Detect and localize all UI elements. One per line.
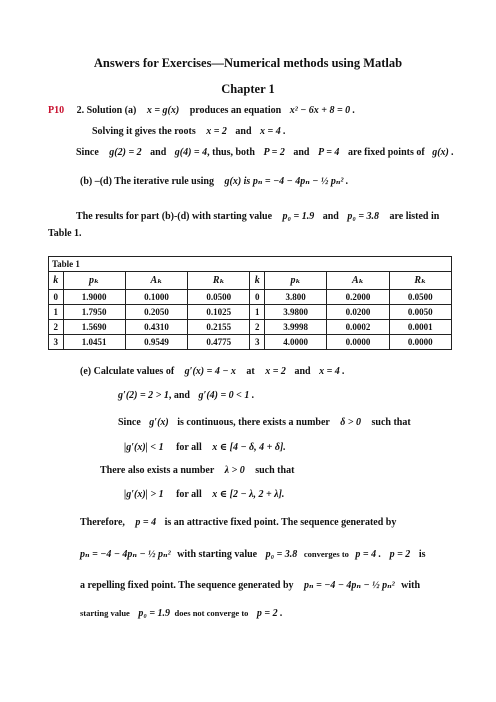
table-cell: 0.0001 xyxy=(389,320,451,335)
not-converge-text: does not converge to xyxy=(174,608,249,618)
gx-text: g(x) . xyxy=(432,147,454,158)
lambda-condition: λ > 0 xyxy=(224,465,245,476)
table-cell: 2 xyxy=(250,320,265,335)
table-cell: 0.2050 xyxy=(125,305,187,320)
part-e-line xyxy=(80,366,345,377)
forall-text-2: for all xyxy=(176,489,202,500)
and-text-2: and xyxy=(150,147,167,158)
and-text-4: and xyxy=(322,211,339,222)
chapter-heading: Chapter 1 xyxy=(221,82,275,96)
repelling-line xyxy=(80,580,420,591)
interval-1: x ∈ [4 − δ, 4 + δ]. xyxy=(212,442,286,453)
and-text: and xyxy=(235,126,252,137)
table-cell: 0 xyxy=(250,290,265,305)
table-header-cell: k xyxy=(250,272,265,290)
x-equals-2: x = 2 xyxy=(265,366,286,377)
p0-3-8-b: p₀ = 3.8 xyxy=(265,549,298,560)
inequality-2-line xyxy=(124,489,284,500)
with-start-text: with starting value xyxy=(177,549,258,560)
is-text: is xyxy=(418,549,426,560)
table-ref: Table 1. xyxy=(48,228,82,239)
derivative-values-line xyxy=(118,390,254,401)
also-text: There also exists a number xyxy=(100,465,215,476)
table-cell: 1.0451 xyxy=(63,335,125,350)
iterative-rule-line xyxy=(80,176,348,187)
table-row xyxy=(49,290,452,305)
part-e-lead: (e) Calculate values of xyxy=(80,366,175,377)
p-equals-2-c: p = 2 . xyxy=(256,608,283,619)
part-a-lead: 2. Solution (a) xyxy=(76,105,137,116)
eq-quadratic: x² − 6x + 8 = 0 . xyxy=(289,105,356,116)
table-row xyxy=(49,335,452,350)
at-text: at xyxy=(246,366,255,377)
part-b-lead: (b) –(d) The iterative rule using xyxy=(80,176,214,187)
g4-value: g(4) = 4 xyxy=(174,147,208,158)
and-text-6: , and xyxy=(168,390,190,401)
and-text-3: and xyxy=(293,147,310,158)
gprime-4: g′(4) = 0 < 1 . xyxy=(198,390,255,401)
table-cell: 0.4310 xyxy=(125,320,187,335)
table-cell: 0.1000 xyxy=(125,290,187,305)
p0-1-9: p₀ = 1.9 xyxy=(282,211,315,222)
therefore-text: Therefore, xyxy=(80,517,125,528)
table-header-row xyxy=(49,272,452,290)
p-equals-4-c: p = 4 . xyxy=(355,549,382,560)
sequence-eq: pₙ = −4 − 4pₙ − ½ pₙ² xyxy=(80,549,171,560)
table-cell: 0.4775 xyxy=(188,335,250,350)
results-table xyxy=(48,256,452,350)
lambda-line xyxy=(100,465,294,476)
table-cell: 1.5690 xyxy=(63,320,125,335)
table-caption: Table 1 xyxy=(49,257,452,272)
since-text: Since xyxy=(76,147,99,158)
results-line xyxy=(48,211,452,222)
root-2: x = 4 . xyxy=(260,126,286,137)
converges-text: converges to xyxy=(303,549,349,559)
roots-line xyxy=(92,126,286,137)
x-equals-4: x = 4 . xyxy=(319,366,345,377)
table-cell: 0.2000 xyxy=(327,290,389,305)
starting-value-text: starting value xyxy=(80,608,130,618)
table-cell: 0.0002 xyxy=(327,320,389,335)
inequality-1-line xyxy=(124,442,286,453)
listed-text: are listed in xyxy=(389,211,440,222)
table-header-cell: k xyxy=(49,272,64,290)
inequality-1: |g′(x)| < 1 xyxy=(124,442,164,453)
table-cell: 0 xyxy=(49,290,64,305)
gprime-x: g′(x) xyxy=(149,417,169,428)
problem-label: P10 xyxy=(48,105,65,116)
such-that-text-2: such that xyxy=(255,465,295,476)
interval-2: x ∈ [2 − λ, 2 + λ]. xyxy=(212,489,285,500)
g2-value: g(2) = 2 xyxy=(109,147,142,158)
since-text-2: Since xyxy=(118,417,141,428)
thus-text: , thus, both xyxy=(207,147,255,158)
table-header-cell: Aₖ xyxy=(125,272,187,290)
continuity-line xyxy=(118,417,411,428)
root-1: x = 2 xyxy=(206,126,227,137)
table-cell: 0.0200 xyxy=(327,305,389,320)
attractive-text: is an attractive fixed point. The sequence generated by xyxy=(164,517,397,528)
table-cell: 0.0500 xyxy=(188,290,250,305)
sequence-eq-2: pₙ = −4 − 4pₙ − ½ pₙ² xyxy=(304,580,395,591)
solving-text: Solving it gives the roots xyxy=(92,126,196,137)
gprime-2: g′(2) = 2 > 1 xyxy=(118,390,169,401)
therefore-line xyxy=(80,517,396,528)
table-cell: 1 xyxy=(250,305,265,320)
table-header-cell: Aₖ xyxy=(327,272,389,290)
p-equals-4-attractive: p = 4 xyxy=(135,517,157,528)
table-cell: 3.9800 xyxy=(264,305,326,320)
table-row xyxy=(49,305,452,320)
table-cell: 1.7950 xyxy=(63,305,125,320)
table-cell: 3 xyxy=(49,335,64,350)
table-header-cell: pₖ xyxy=(264,272,326,290)
table-cell: 3.9998 xyxy=(264,320,326,335)
table-cell: 1.9000 xyxy=(63,290,125,305)
p-equals-2: P = 2 xyxy=(263,147,285,158)
continuous-text: is continuous, there exists a number xyxy=(177,417,330,428)
table-row xyxy=(49,320,452,335)
p0-3-8: p₀ = 3.8 xyxy=(347,211,380,222)
table-cell: 3 xyxy=(250,335,265,350)
table-cell: 3.800 xyxy=(264,290,326,305)
table-cell: 0.9549 xyxy=(125,335,187,350)
eq-x-equals-gx: x = g(x) xyxy=(146,105,180,116)
fixed-points-line xyxy=(76,147,454,158)
p0-1-9-b: p₀ = 1.9 xyxy=(138,608,171,619)
and-text-5: and xyxy=(294,366,311,377)
table-header-cell: Rₖ xyxy=(188,272,250,290)
repelling-text: a repelling fixed point. The sequence generated by xyxy=(80,580,294,591)
table-cell: 0.0000 xyxy=(327,335,389,350)
table-header-cell: pₖ xyxy=(63,272,125,290)
derivative-eq: g′(x) = 4 − x xyxy=(184,366,236,377)
with-text: with xyxy=(401,580,421,591)
sequence-line xyxy=(80,549,425,560)
forall-text-1: for all xyxy=(176,442,202,453)
table-cell: 0.1025 xyxy=(188,305,250,320)
such-that-text: such that xyxy=(371,417,411,428)
table-cell: 0.0500 xyxy=(389,290,451,305)
document-title: Answers for Exercises—Numerical methods using Matlab xyxy=(93,56,403,70)
results-text: The results for part (b)-(d) with starting value xyxy=(76,211,273,222)
table-cell: 4.0000 xyxy=(264,335,326,350)
table-cell: 0.2155 xyxy=(188,320,250,335)
p-equals-2-b: p = 2 xyxy=(389,549,411,560)
delta-condition: δ > 0 xyxy=(340,417,362,428)
table-cell: 1 xyxy=(49,305,64,320)
final-line xyxy=(80,608,283,619)
part-a-mid: produces an equation xyxy=(189,105,282,116)
iterative-rule: g(x) is pₙ = −4 − 4pₙ − ½ pₙ² . xyxy=(224,176,349,187)
table-cell: 0.0050 xyxy=(389,305,451,320)
fixed-text: are fixed points of xyxy=(347,147,425,158)
table-header-cell: Rₖ xyxy=(389,272,451,290)
results-table-grid xyxy=(48,256,452,350)
problem-line xyxy=(48,105,355,116)
p-equals-4: P = 4 xyxy=(318,147,340,158)
inequality-2: |g′(x)| > 1 xyxy=(124,489,164,500)
table-cell: 2 xyxy=(49,320,64,335)
table-cell: 0.0000 xyxy=(389,335,451,350)
